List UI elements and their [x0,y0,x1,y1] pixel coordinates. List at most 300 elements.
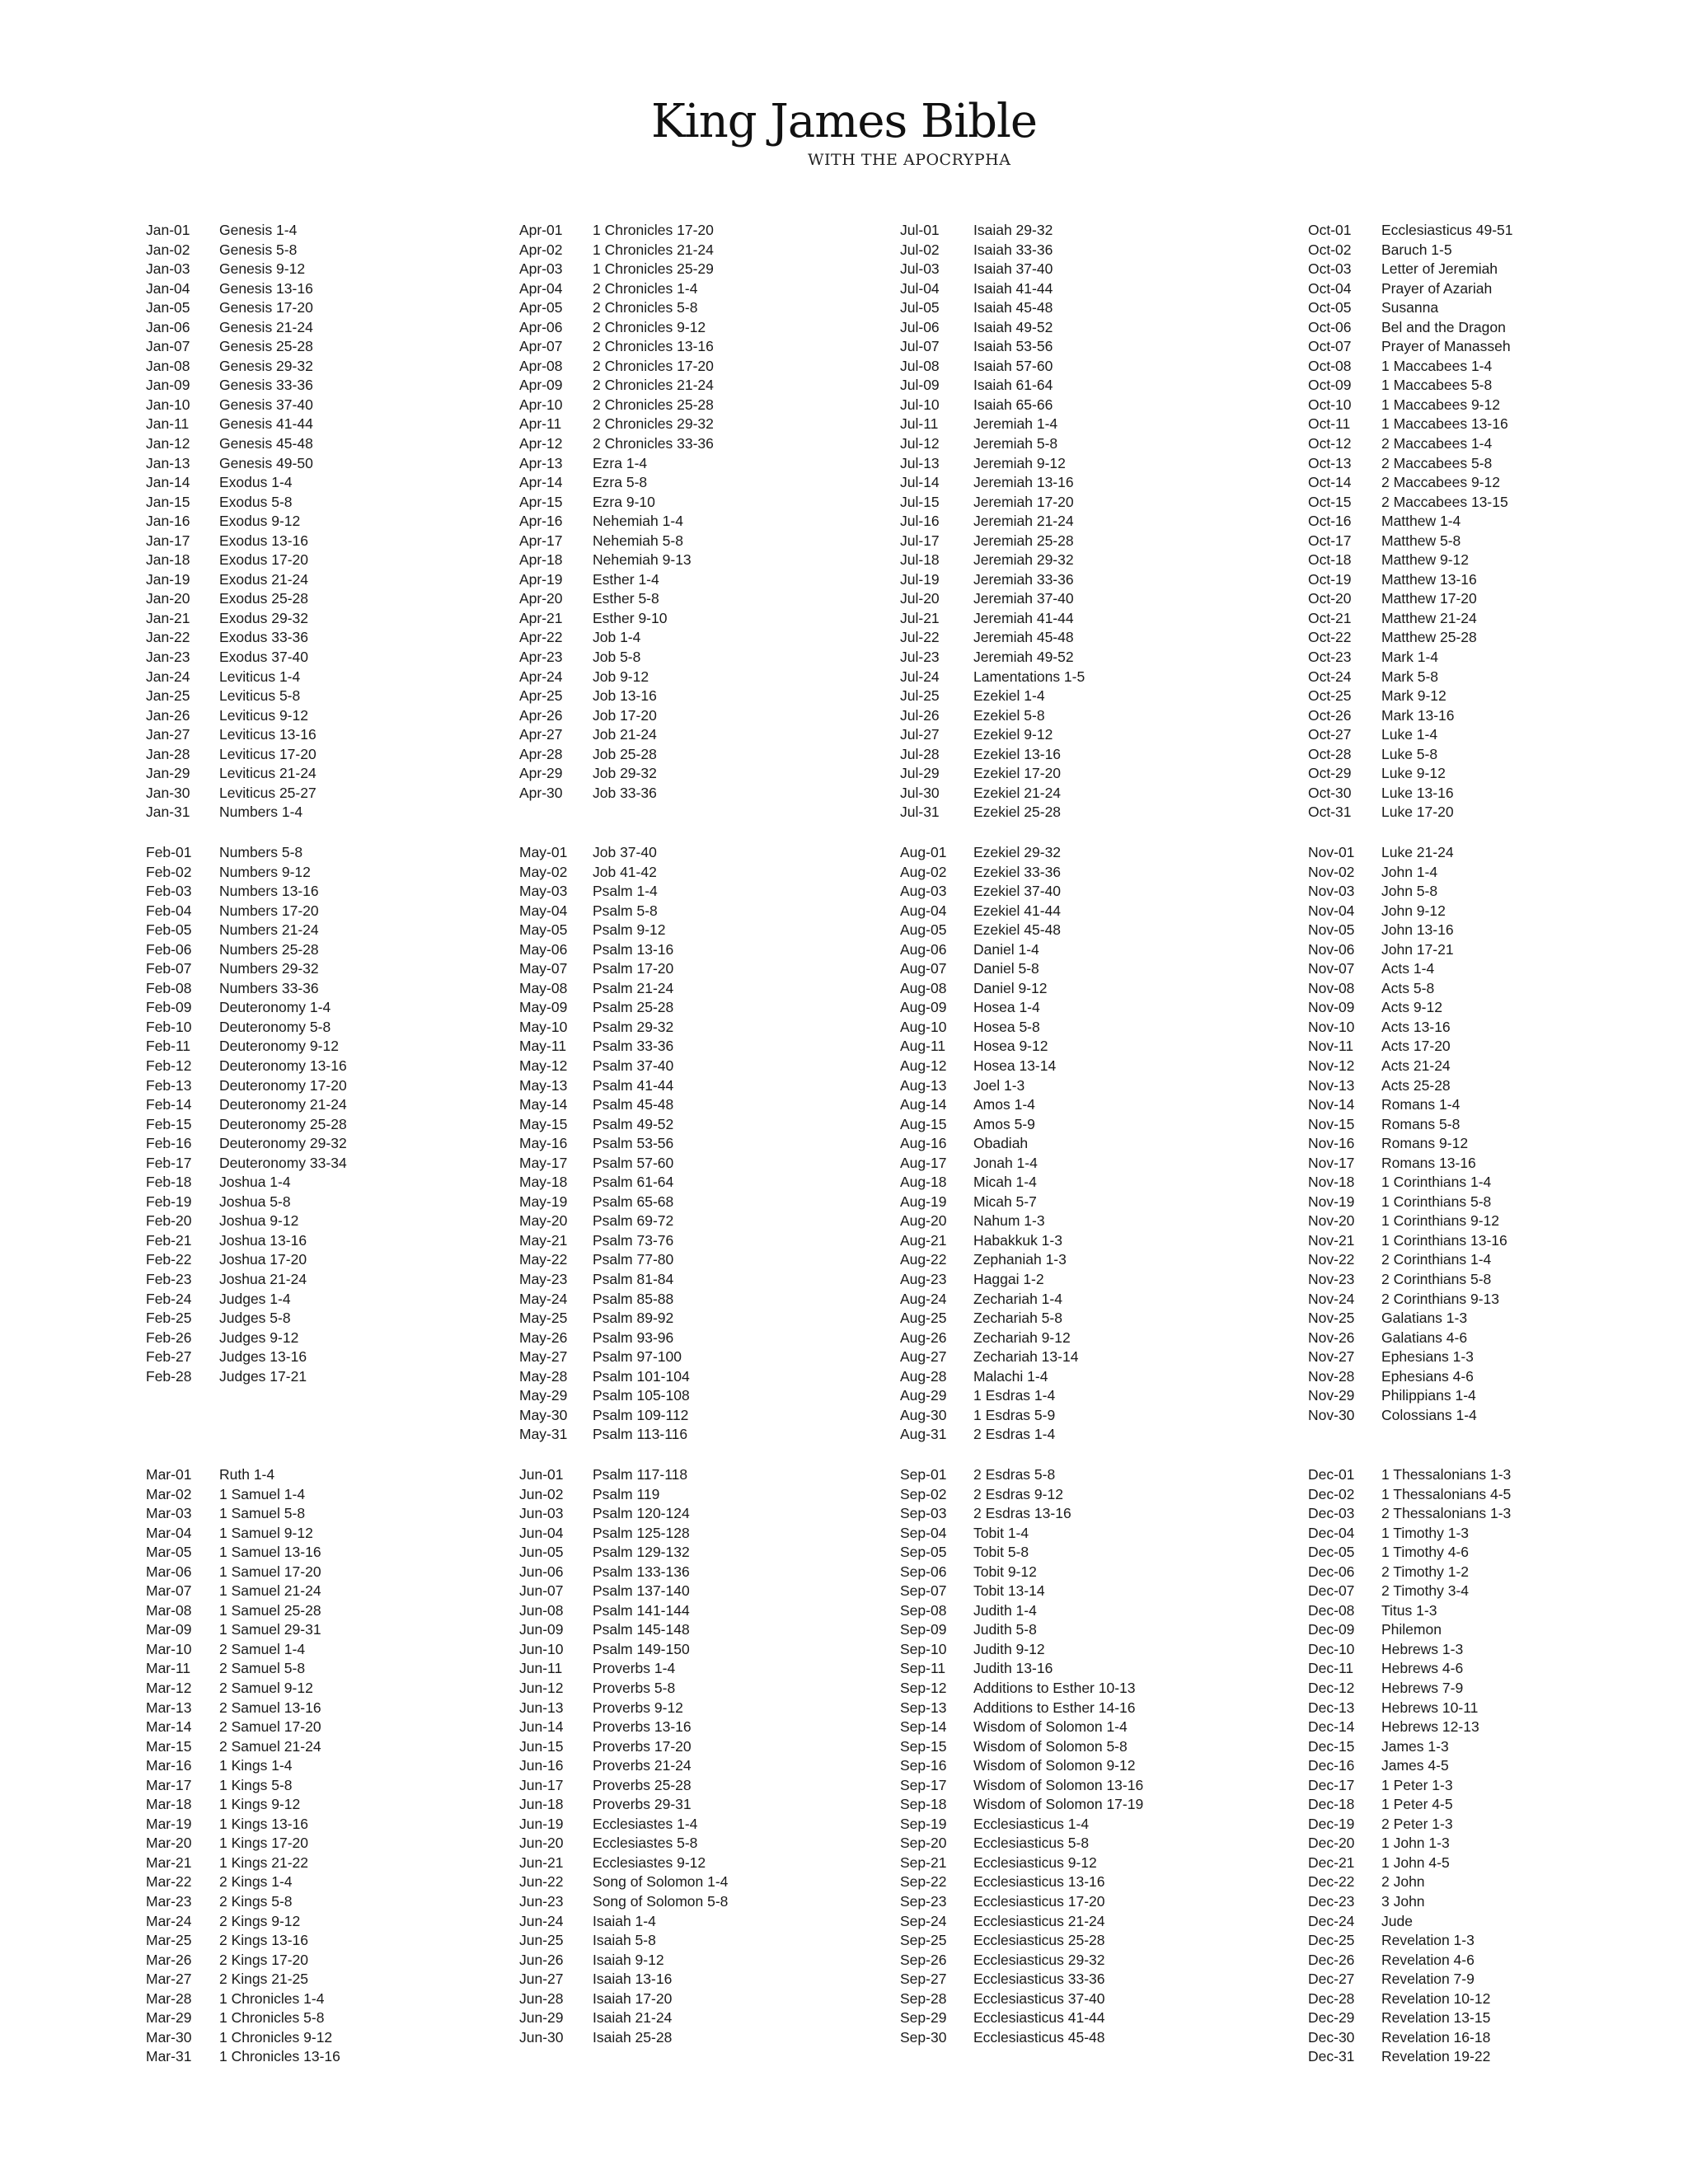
reading-date: May-27 [519,1348,568,1366]
reading-passage: Ecclesiasticus 49-51 [1381,222,1513,238]
reading-passage: Psalm 57-60 [593,1154,674,1171]
reading-passage: Ezekiel 1-4 [973,687,1045,705]
reading-date: Jul-08 [900,357,940,374]
reading-date: Jul-20 [900,590,940,607]
reading-passage: Deuteronomy 33-34 [219,1154,347,1171]
reading-passage: Genesis 29-32 [219,357,313,374]
reading-date: Feb-05 [146,921,192,939]
reading-passage: 1 Samuel 5-8 [219,1505,306,1522]
reading-row [519,843,690,863]
reading-date: Apr-05 [519,299,563,316]
reading-passage: Malachi 1-4 [973,1367,1048,1385]
reading-row [900,1115,1078,1135]
reading-passage: 1 Corinthians 5-8 [1381,1193,1492,1210]
reading-row [1308,803,1513,823]
reading-passage: Ecclesiastes 9-12 [593,1854,706,1871]
reading-passage: Isaiah 61-64 [973,377,1053,394]
reading-date: Oct-21 [1308,609,1352,626]
reading-passage: 1 Chronicles 25-29 [593,260,714,278]
reading-date: Mar-03 [146,1505,192,1522]
reading-date: Jul-07 [900,338,940,355]
reading-row [1308,221,1513,241]
reading-passage: Psalm 21-24 [593,979,674,996]
reading-row [519,1250,690,1270]
reading-row [1308,241,1513,260]
reading-passage: 2 Kings 21-25 [219,1971,308,1988]
reading-date: Mar-20 [146,1835,192,1852]
reading-date: Apr-26 [519,706,563,724]
reading-date: Feb-17 [146,1154,192,1171]
reading-row [900,1815,1143,1835]
reading-date: Jun-22 [519,1873,564,1891]
reading-passage: Luke 5-8 [1381,745,1438,762]
reading-row [146,1485,340,1505]
reading-passage: Genesis 33-36 [219,377,313,394]
reading-date: Jan-10 [146,396,190,413]
reading-passage: Psalm 1-4 [593,883,658,900]
reading-row [1308,1543,1511,1563]
reading-row [1308,1057,1507,1076]
reading-row [519,1504,728,1524]
reading-passage: Jeremiah 17-20 [973,493,1074,510]
reading-passage: Luke 13-16 [1381,784,1454,801]
month-block-jul [900,221,1085,823]
reading-date: Sep-08 [900,1601,947,1619]
reading-passage: 1 Chronicles 13-16 [219,2048,340,2065]
reading-row [1308,1737,1511,1757]
reading-row [1308,706,1513,726]
reading-date: Sep-23 [900,1893,947,1910]
reading-passage: Ezekiel 25-28 [973,804,1062,821]
reading-date: Jun-16 [519,1757,564,1774]
reading-passage: Isaiah 13-16 [593,1971,673,1988]
reading-date: Sep-15 [900,1737,947,1755]
reading-passage: Job 37-40 [593,844,657,860]
reading-date: Mar-05 [146,1544,192,1561]
reading-passage: Psalm 9-12 [593,921,666,939]
reading-passage: Job 5-8 [593,649,641,666]
reading-row [1308,551,1513,570]
reading-passage: 1 Timothy 1-3 [1381,1524,1470,1541]
reading-date: Dec-31 [1308,2048,1355,2065]
reading-passage: Ezekiel 41-44 [973,902,1062,919]
reading-row [146,1659,340,1679]
reading-passage: Job 21-24 [593,726,657,743]
reading-row [519,1563,728,1582]
reading-passage: Ecclesiasticus 9-12 [973,1854,1097,1871]
reading-row [900,1329,1078,1348]
reading-date: Jan-27 [146,726,190,743]
reading-date: Mar-25 [146,1932,192,1949]
reading-row [146,1892,340,1912]
reading-passage: Acts 5-8 [1381,979,1435,996]
reading-row [1308,1173,1507,1193]
reading-passage: Nahum 1-3 [973,1212,1045,1230]
reading-date: Jul-15 [900,493,940,510]
reading-passage: Psalm 13-16 [593,940,674,958]
reading-row [900,357,1085,377]
reading-date: Jan-31 [146,804,190,821]
reading-date: Jul-24 [900,668,940,685]
reading-date: Nov-20 [1308,1212,1355,1230]
reading-row [900,1524,1143,1544]
reading-passage: 2 Samuel 21-24 [219,1737,321,1755]
reading-row [146,434,316,454]
reading-passage: Ezekiel 9-12 [973,726,1053,743]
reading-row [1308,570,1513,590]
reading-date: Mar-24 [146,1912,192,1929]
reading-passage: Zechariah 1-4 [973,1290,1062,1307]
reading-row [146,1699,340,1718]
reading-row [1308,1776,1511,1796]
reading-date: Nov-12 [1308,1057,1355,1075]
reading-passage: Jeremiah 37-40 [973,590,1074,607]
reading-date: Feb-25 [146,1310,192,1327]
reading-passage: Luke 21-24 [1381,844,1454,860]
reading-passage: 1 Samuel 13-16 [219,1544,321,1561]
reading-row [1308,1834,1511,1854]
reading-row [146,959,347,979]
reading-passage: 2 Kings 9-12 [219,1912,301,1929]
reading-row [1308,1795,1511,1815]
reading-row [1308,609,1513,629]
reading-passage: Tobit 13-14 [973,1582,1045,1600]
reading-row [900,902,1078,921]
reading-row [519,1154,690,1174]
reading-row [1308,1347,1507,1367]
reading-passage: Isaiah 33-36 [973,241,1053,258]
reading-row [146,1795,340,1815]
reading-passage: Deuteronomy 9-12 [219,1038,339,1055]
reading-passage: Genesis 41-44 [219,415,313,433]
reading-row [519,318,714,338]
reading-row [146,1504,340,1524]
reading-row [146,454,316,474]
reading-row [146,1231,347,1251]
reading-row [1308,959,1507,979]
reading-date: Oct-13 [1308,454,1352,471]
reading-date: Feb-26 [146,1329,192,1346]
reading-passage: Psalm 73-76 [593,1231,674,1249]
reading-passage: Acts 25-28 [1381,1076,1451,1094]
reading-date: Apr-22 [519,629,563,646]
reading-date: Feb-18 [146,1174,192,1191]
reading-row [1308,1640,1511,1660]
reading-row [519,1776,728,1796]
reading-passage: Ruth 1-4 [219,1466,275,1483]
reading-date: Aug-09 [900,999,947,1016]
reading-date: May-02 [519,863,568,880]
reading-row [900,940,1078,960]
reading-date: May-23 [519,1271,568,1288]
reading-passage: Judith 13-16 [973,1660,1053,1677]
reading-row [519,532,714,551]
reading-date: Jun-30 [519,2028,564,2046]
reading-date: Nov-26 [1308,1329,1355,1346]
reading-passage: 1 Kings 21-22 [219,1854,308,1871]
reading-row [519,706,714,726]
reading-row [900,1250,1078,1270]
reading-passage: 1 Maccabees 1-4 [1381,357,1493,374]
reading-passage: 2 Samuel 17-20 [219,1718,321,1736]
reading-row [900,260,1085,279]
reading-row [519,1543,728,1563]
reading-date: Jan-21 [146,609,190,626]
reading-row [146,1309,347,1329]
reading-date: Nov-24 [1308,1290,1355,1307]
reading-date: Jan-15 [146,493,190,510]
reading-passage: Revelation 4-6 [1381,1951,1475,1968]
reading-row [146,1776,340,1796]
reading-date: Oct-04 [1308,279,1352,297]
reading-row [1308,1718,1511,1737]
reading-row [900,1640,1143,1660]
reading-date: May-11 [519,1038,567,1055]
reading-date: Feb-22 [146,1251,192,1268]
reading-row [900,337,1085,357]
reading-passage: Zechariah 13-14 [973,1348,1079,1366]
reading-row [146,1543,340,1563]
reading-date: Mar-13 [146,1699,192,1716]
reading-date: Mar-27 [146,1971,192,1988]
reading-date: Dec-09 [1308,1621,1355,1638]
reading-row [519,434,714,454]
reading-date: Aug-08 [900,979,947,996]
reading-date: Mar-02 [146,1485,192,1502]
reading-passage: Luke 9-12 [1381,765,1446,782]
reading-passage: 2 Samuel 13-16 [219,1699,321,1716]
reading-passage: Psalm 5-8 [593,902,658,919]
reading-date: Aug-02 [900,863,947,880]
reading-date: Jun-15 [519,1737,564,1755]
reading-row [900,1367,1078,1387]
reading-row [519,1718,728,1737]
reading-row [519,1854,728,1873]
reading-passage: James 4-5 [1381,1757,1449,1774]
reading-date: Sep-17 [900,1776,947,1793]
reading-row [146,1620,340,1640]
reading-date: May-16 [519,1135,568,1152]
reading-date: Oct-17 [1308,532,1352,549]
reading-row [900,998,1078,1018]
reading-passage: Hosea 9-12 [973,1038,1048,1055]
reading-row [1308,415,1513,434]
reading-row [1308,1037,1507,1057]
reading-row [519,570,714,590]
reading-date: Sep-16 [900,1757,947,1774]
reading-row [519,415,714,434]
reading-passage: Ecclesiasticus 45-48 [973,2028,1105,2046]
reading-passage: Exodus 37-40 [219,649,308,666]
reading-passage: Jeremiah 9-12 [973,454,1066,471]
reading-row [146,706,316,726]
reading-row [900,725,1085,745]
reading-date: Jun-24 [519,1912,564,1929]
reading-row [146,725,316,745]
reading-passage: Jeremiah 25-28 [973,532,1074,549]
reading-passage: Hebrews 10-11 [1381,1699,1479,1716]
reading-date: Aug-14 [900,1096,947,1113]
reading-passage: Romans 13-16 [1381,1154,1476,1171]
reading-passage: Mark 5-8 [1381,668,1439,685]
reading-row [1308,1679,1511,1699]
reading-date: Apr-20 [519,590,563,607]
reading-passage: Hebrews 7-9 [1381,1680,1464,1697]
reading-passage: Jude [1381,1912,1413,1929]
reading-passage: Psalm 93-96 [593,1329,674,1346]
reading-passage: Numbers 21-24 [219,921,319,939]
reading-date: Jun-04 [519,1524,564,1541]
reading-passage: Deuteronomy 5-8 [219,1018,331,1035]
reading-date: May-19 [519,1193,568,1210]
reading-row [900,1231,1078,1251]
reading-passage: Deuteronomy 21-24 [219,1096,347,1113]
reading-row [146,589,316,609]
reading-date: Feb-07 [146,960,192,977]
reading-passage: Judith 5-8 [973,1621,1037,1638]
reading-row [519,221,714,241]
reading-passage: Micah 5-7 [973,1193,1037,1210]
reading-passage: 2 Chronicles 21-24 [593,377,714,394]
reading-passage: 2 Kings 5-8 [219,1893,293,1910]
reading-passage: Judges 17-21 [219,1367,307,1385]
reading-row [1308,1076,1507,1096]
reading-date: Sep-03 [900,1505,947,1522]
reading-passage: Ezekiel 21-24 [973,784,1062,801]
reading-row [519,1601,728,1621]
reading-row [900,1193,1078,1212]
reading-row [146,1329,347,1348]
reading-date: Jul-13 [900,454,940,471]
reading-date: Sep-27 [900,1971,947,1988]
reading-date: Apr-23 [519,649,563,666]
reading-passage: 1 Thessalonians 1-3 [1381,1466,1512,1483]
reading-row [146,648,316,668]
reading-date: Oct-19 [1308,570,1352,588]
reading-passage: Tobit 9-12 [973,1563,1037,1580]
reading-passage: 1 Chronicles 21-24 [593,241,714,258]
reading-row [1308,1951,1511,1971]
reading-row [900,1756,1143,1776]
reading-passage: Psalm 109-112 [593,1406,689,1423]
reading-date: Jun-21 [519,1854,564,1871]
reading-passage: Ephesians 1-3 [1381,1348,1474,1366]
reading-date: Nov-03 [1308,883,1355,900]
reading-date: Sep-06 [900,1563,947,1580]
reading-passage: 1 Peter 1-3 [1381,1776,1453,1793]
reading-passage: Galatians 4-6 [1381,1329,1468,1346]
reading-date: Dec-23 [1308,1893,1355,1910]
reading-date: Sep-29 [900,2009,947,2027]
reading-date: Nov-11 [1308,1038,1354,1055]
reading-row [519,1620,728,1640]
reading-date: Jun-02 [519,1485,564,1502]
reading-passage: Letter of Jeremiah [1381,260,1498,278]
reading-date: Sep-28 [900,1990,947,2007]
reading-row [146,1095,347,1115]
reading-row [900,1854,1143,1873]
reading-date: Dec-04 [1308,1524,1355,1541]
reading-passage: 2 Esdras 9-12 [973,1485,1063,1502]
reading-row [900,1173,1078,1193]
reading-row [519,1582,728,1601]
reading-passage: Joshua 1-4 [219,1174,291,1191]
reading-date: Aug-29 [900,1387,947,1404]
reading-date: Jan-16 [146,513,190,530]
reading-date: Oct-03 [1308,260,1352,278]
reading-row [1308,1563,1511,1582]
reading-passage: Numbers 5-8 [219,844,303,860]
reading-row [1308,337,1513,357]
reading-date: Jan-08 [146,357,190,374]
reading-row [519,1834,728,1854]
reading-date: Jul-14 [900,474,940,491]
reading-date: Sep-26 [900,1951,947,1968]
reading-passage: Psalm 85-88 [593,1290,674,1307]
reading-passage: Exodus 21-24 [219,570,308,588]
reading-row [519,628,714,648]
reading-row [519,1912,728,1932]
reading-date: Jun-11 [519,1660,563,1677]
reading-date: Sep-11 [900,1660,946,1677]
reading-date: Apr-18 [519,551,563,569]
reading-row [146,1563,340,1582]
reading-passage: Psalm 145-148 [593,1621,690,1638]
reading-row [900,784,1085,804]
reading-passage: Psalm 33-36 [593,1038,674,1055]
reading-row [900,1931,1143,1951]
reading-date: Nov-21 [1308,1231,1355,1249]
reading-row [146,863,347,883]
reading-date: Oct-22 [1308,629,1352,646]
reading-passage: Ecclesiasticus 37-40 [973,1990,1105,2007]
reading-date: Feb-21 [146,1231,192,1249]
reading-row [1308,473,1513,493]
reading-date: Feb-11 [146,1038,191,1055]
reading-row [1308,1134,1507,1154]
reading-passage: Galatians 1-3 [1381,1310,1468,1327]
reading-row [900,376,1085,396]
reading-date: Jun-19 [519,1815,564,1832]
reading-date: Apr-01 [519,222,563,238]
reading-passage: Job 29-32 [593,765,657,782]
reading-passage: Habakkuk 1-3 [973,1231,1062,1249]
reading-row [1308,921,1507,940]
reading-row [519,1892,728,1912]
reading-row [146,357,316,377]
reading-date: Jun-06 [519,1563,564,1580]
reading-date: Jul-06 [900,318,940,335]
reading-passage: 1 Samuel 25-28 [219,1601,321,1619]
reading-passage: Colossians 1-4 [1381,1406,1477,1423]
reading-row [519,337,714,357]
reading-passage: Wisdom of Solomon 1-4 [973,1718,1128,1736]
reading-row [519,298,714,318]
reading-row [146,1270,347,1290]
reading-date: Jun-23 [519,1893,564,1910]
reading-passage: Ephesians 4-6 [1381,1367,1474,1385]
reading-date: Jan-04 [146,279,190,297]
reading-date: Nov-27 [1308,1348,1355,1366]
reading-row [1308,1231,1507,1251]
reading-date: Nov-16 [1308,1135,1355,1152]
reading-passage: Titus 1-3 [1381,1601,1437,1619]
reading-row [1308,1659,1511,1679]
reading-passage: Psalm 89-92 [593,1310,674,1327]
reading-date: Aug-03 [900,883,947,900]
reading-passage: 1 Samuel 17-20 [219,1563,321,1580]
reading-row [519,1115,690,1135]
